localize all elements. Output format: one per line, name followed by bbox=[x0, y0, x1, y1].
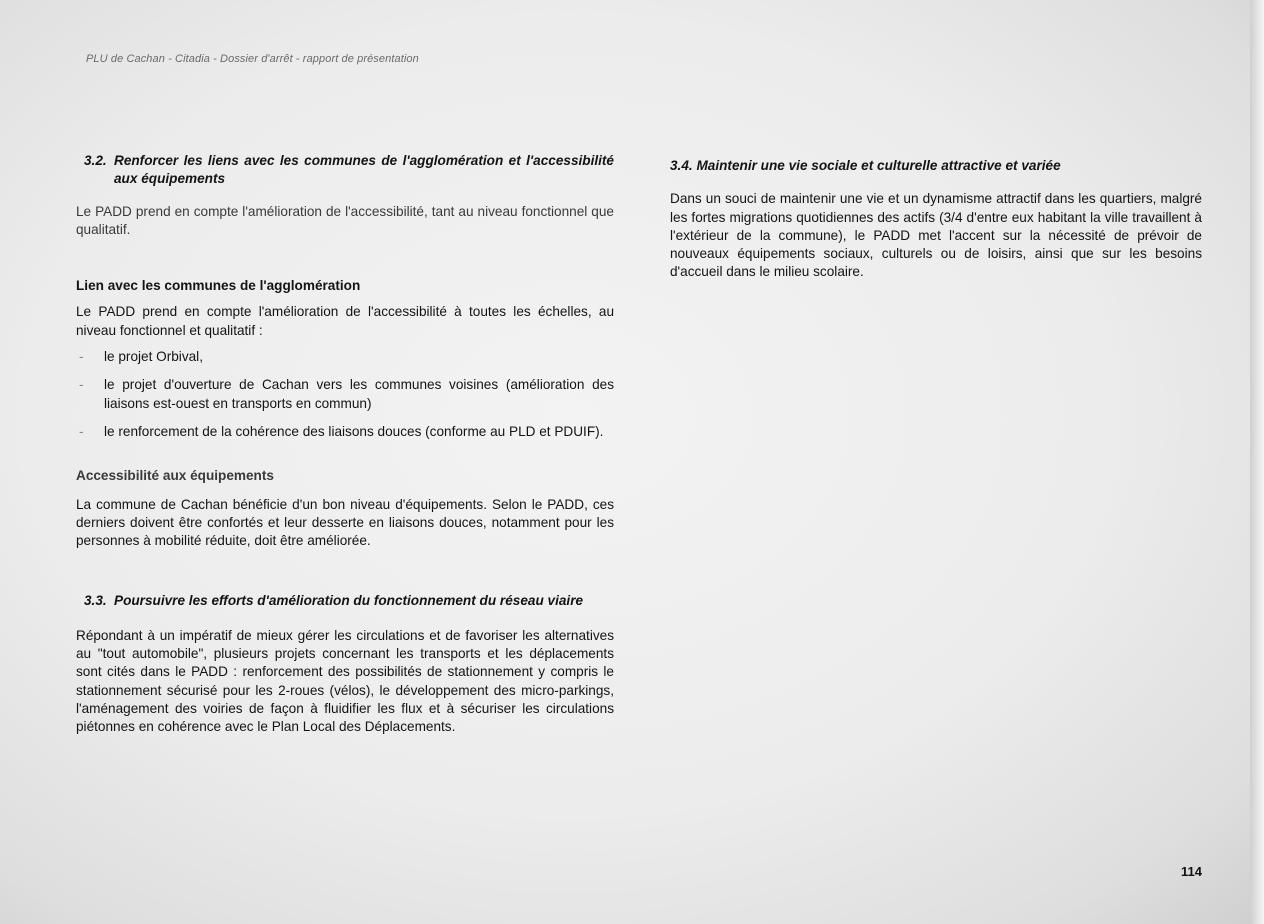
subheading-agglomeration: Lien avec les communes de l'agglomération bbox=[76, 278, 361, 294]
subheading-equipment-accessibility: Accessibilité aux équipements bbox=[76, 468, 274, 484]
list-item-text: le projet Orbival, bbox=[104, 349, 203, 365]
list-item-text: le projet d'ouverture de Cachan vers les communes voisines (amélioration des liaisons est-ouest en transports en commun) bbox=[104, 377, 614, 411]
section-3-3-text: Répondant à un impératif de mieux gérer les circulations et de favoriser les alternatives au "tout automobile", plusieurs projets concernant les transports et les déplacements sont cités dans le PADD : renforcement des possibilités de stationnement y compris le stationnement sécurisé pour les 2-roues (vélos), le développement des micro-parkings, l'aménagement des voiries de façon à fluidifier les flux et à sécuriser les circulations piétonnes en cohérence avec le Plan Local des Déplacements. bbox=[76, 627, 614, 735]
section-title: Maintenir une vie sociale et culturelle attractive et variée bbox=[696, 158, 1061, 173]
list-item bbox=[76, 376, 614, 413]
section-3-2-heading bbox=[76, 152, 614, 189]
section-title: Renforcer les liens avec les communes de l'agglomération et l'accessibilité aux équipements bbox=[114, 153, 614, 187]
section-3-3-heading bbox=[76, 592, 614, 610]
equipment-accessibility-text: La commune de Cachan bénéficie d'un bon niveau d'équipements. Selon le PADD, ces derniers doivent être confortés et leur desserte en liaisons douces, notamment pour les personnes à mobilité réduite, doit être améliorée. bbox=[76, 496, 614, 549]
section-3-4-text: Dans un souci de maintenir une vie et un dynamisme attractif dans les quartiers, malgré les fortes migrations quotidiennes des actifs (3/4 d'entre eux habitant la ville travaillent à l'extérieur de la commune), le PADD met l'accent sur la nécessité de prévoir de nouveaux équipements sociaux, culturels ou de loisirs, ainsi que sur les besoins d'accueil dans le milieu scolaire. bbox=[670, 191, 1202, 280]
agglomeration-intro: Le PADD prend en compte l'amélioration de l'accessibilité à toutes les échelles, au niveau fonctionnel et qualitatif : bbox=[76, 304, 614, 338]
running-header: PLU de Cachan - Citadia - Dossier d'arrêt - rapport de présentation bbox=[86, 53, 419, 65]
section-title: Poursuivre les efforts d'amélioration du fonctionnement du réseau viaire bbox=[114, 593, 584, 609]
page-number: 114 bbox=[1181, 864, 1202, 879]
list-item bbox=[76, 348, 614, 366]
section-3-4-heading bbox=[670, 157, 1202, 175]
list-item-text: le renforcement de la cohérence des liaisons douces (conforme au PLD et PDUIF). bbox=[104, 423, 604, 439]
bullet-dash: - bbox=[79, 349, 84, 365]
left-column bbox=[76, 152, 614, 737]
page-edge-shadow bbox=[1250, 0, 1264, 924]
section-number: 3.2. bbox=[84, 153, 107, 168]
bullet-dash: - bbox=[79, 423, 84, 439]
accessibility-list bbox=[76, 348, 614, 441]
right-column bbox=[670, 157, 1202, 295]
list-item bbox=[76, 423, 614, 441]
section-number: 3.3. bbox=[84, 593, 107, 609]
bullet-dash: - bbox=[79, 377, 84, 393]
section-3-2-intro: Le PADD prend en compte l'amélioration de l'accessibilité, tant au niveau fonctionnel que qualitatif. bbox=[76, 203, 614, 237]
section-number: 3.4. bbox=[670, 158, 693, 173]
